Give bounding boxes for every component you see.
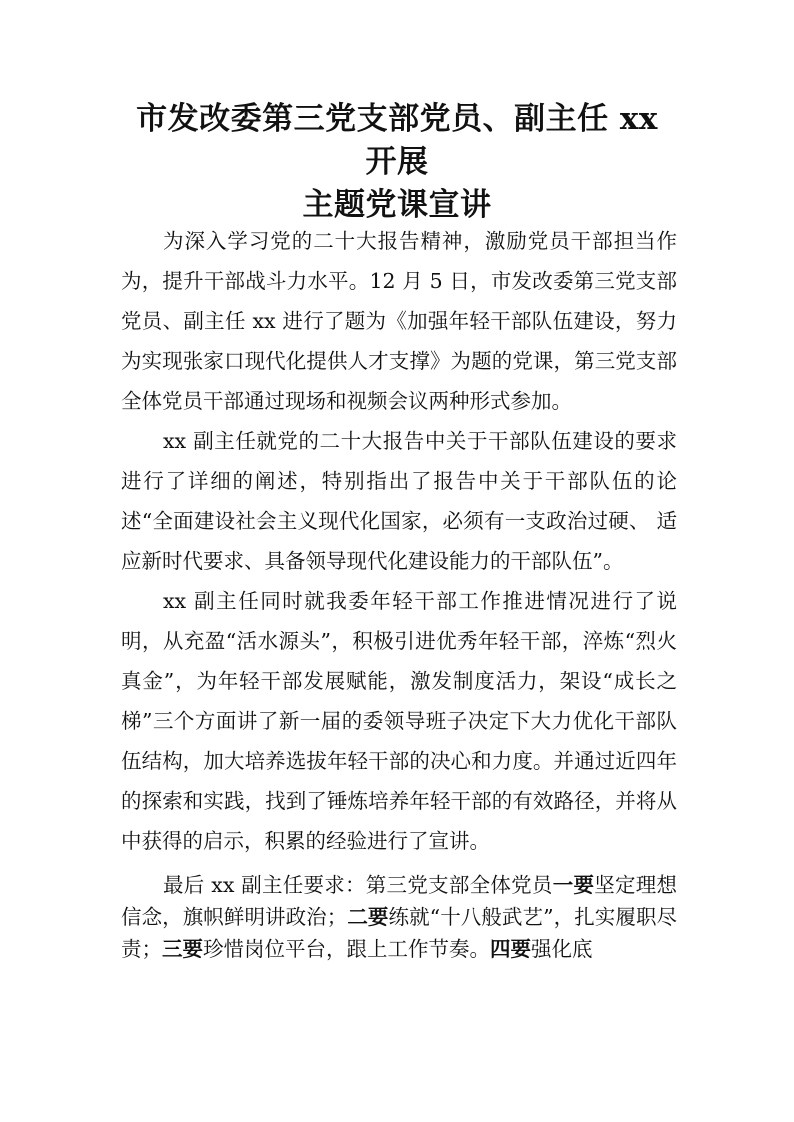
document-title bbox=[120, 98, 674, 227]
paragraph-4-text-3: 练就“十八般武艺”，扎实履职尽责； bbox=[121, 905, 678, 961]
paragraph-4-text-2: 坚定理想信念，旗帜鲜明讲政治； bbox=[121, 873, 678, 929]
title-line-2: 主题党课宣讲 bbox=[302, 187, 492, 223]
paragraph-4-text-1: 最后 xx 副主任要求：第三党支部全体党员 bbox=[163, 873, 553, 897]
emphasis-four: 四要 bbox=[490, 937, 531, 961]
paragraph-3: xx 副主任同时就我委年轻干部工作推进情况进行了说明，从充盈“活水源头”，积极引进优秀年轻干部，淬炼“烈火真金”，为年轻干部发展赋能，激发制度活力，架设“成长之梯”三个方面讲了新一届的委领导班子决定下大力优化干部队伍结构，加大培养选拔年轻干部的决心和力度。并通过近四年的探索和实践，找到了锤炼培养年轻干部的有效路径，并将从中获得的启示，积累的经验进行了宣讲。 bbox=[121, 589, 677, 853]
paragraph-4-text-5: 强化底 bbox=[531, 937, 593, 961]
title-line-1: 市发改委第三党支部党员、副主任 xx 开展 bbox=[136, 101, 658, 180]
paragraph-1: 为深入学习党的二十大报告精神，激励党员干部担当作为，提升干部战斗力水平。12 月 5 日，市发改委第三党支部党员、副主任 xx 进行了题为《加强年轻干部队伍建设，努力为实现张家口现代化提供人才支撑》为题的党课，第三党支部全体党员干部通过现场和视频会议两种形式参加。 bbox=[121, 229, 677, 413]
paragraph-2: xx 副主任就党的二十大报告中关于干部队伍建设的要求进行了详细的阐述，特别指出了报告中关于干部队伍的论述“全面建设社会主义现代化国家，必须有一支政治过硬、 适应新时代要求、具备领导现代化建设能力的干部队伍”。 bbox=[121, 429, 677, 573]
emphasis-two: 二要 bbox=[347, 905, 389, 929]
paragraph-4-text-4: 珍惜岗位平台，跟上工作节奏。 bbox=[203, 937, 490, 961]
paragraph-4 bbox=[121, 869, 677, 965]
emphasis-one: 一要 bbox=[552, 873, 595, 897]
document-body bbox=[121, 221, 677, 965]
emphasis-three: 三要 bbox=[162, 937, 203, 961]
